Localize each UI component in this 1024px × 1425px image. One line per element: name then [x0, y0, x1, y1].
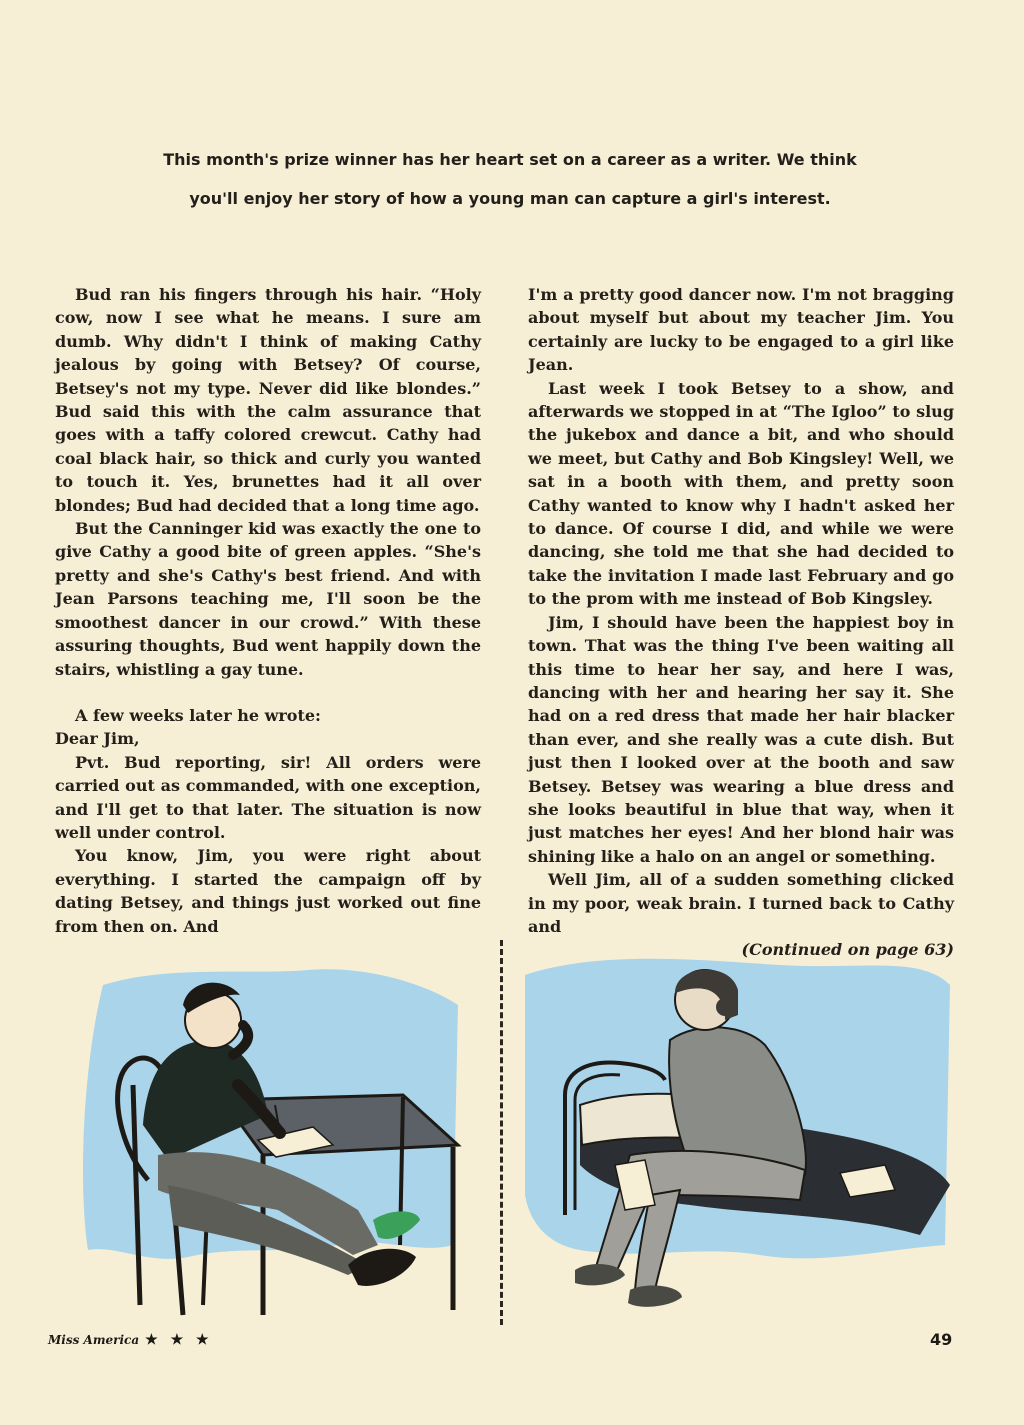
letter-salutation: Dear Jim,	[55, 729, 140, 749]
illustration-soldier-reading	[520, 945, 960, 1325]
paragraph: Pvt. Bud reporting, sir! All orders were carried out as commanded, with one exception, and I'll get to that later. The situation is now well under control.	[55, 752, 481, 842]
paragraph: Jim, I should have been the happiest boy in town. That was the thing I've been waiting all this time to hear her say, and here I was, dancing with her and hearing her say it. She had on a red dress that made her hair blacker than ever, and she really was a cute dish. But just then I looked over at the booth and saw Betsey. Betsey was wearing a blue dress and she looks beautiful in blue that way, when it just matches her eyes! And her blond hair was shining like a halo on an angel or something.	[528, 612, 954, 866]
paragraph: Last week I took Betsey to a show, and afterwards we stopped in at “The Igloo” to slug the jukebox and dance a bit, and who should we meet, but Cathy and Bob Kingsley! Well, we sat in a booth with them, and pretty soon Cathy wanted to know why I hadn't asked her to dance. Of course I did, and while we were dancing, she told me that she had decided to take the invitation I made last February and go to the prom with me instead of Bob Kingsley.	[528, 378, 954, 609]
paragraph: Well Jim, all of a sudden something clicked in my poor, weak brain. I turned back to Cathy and	[528, 870, 954, 936]
magazine-footer	[48, 1332, 213, 1348]
illustration-divider	[500, 940, 503, 1325]
paragraph: But the Canninger kid was exactly the one to give Cathy a good bite of green apples. “She's pretty and she's Cathy's best friend. And with Jean Parsons teaching me, I'll soon be the smoothest dancer in our crowd.” With these assuring thoughts, Bud went happily down the stairs, whistling a gay tune.	[55, 519, 481, 679]
paragraph: I'm a pretty good dancer now. I'm not bragging about myself but about my teacher Jim. You certainly are lucky to be engaged to a girl like Jean.	[528, 285, 954, 375]
paragraph: A few weeks later he wrote:	[75, 705, 321, 725]
article-column-right	[528, 283, 954, 962]
intro-blurb	[150, 140, 870, 218]
article-column-left	[55, 283, 481, 938]
illustration-boy-writing	[48, 945, 468, 1325]
paragraph: Bud ran his fingers through his hair. “Holy cow, now I see what he means. I sure am dumb. Why didn't I think of making Cathy jealous by going with Betsey? Of course, Betsey's not my type. Never did like blondes.” Bud said this with the calm assurance that goes with a taffy colored crewcut. Cathy had coal black hair, so thick and curly you wanted to touch it. Yes, brunettes had it all over blondes; Bud had decided that a long time ago.	[55, 285, 481, 515]
magazine-name: Miss America	[48, 1333, 140, 1347]
intro-line-1: This month's prize winner has her heart set on a career as a writer. We think	[163, 150, 857, 169]
paragraph: You know, Jim, you were right about everything. I started the campaign off by dating Betsey, and things just worked out fine from then on. And	[55, 846, 481, 936]
star-icons: ★ ★ ★	[145, 1332, 213, 1348]
continued-note: (Continued on page 63)	[741, 940, 954, 960]
intro-line-2: you'll enjoy her story of how a young man can capture a girl's interest.	[189, 189, 831, 208]
page-number: 49	[930, 1330, 953, 1349]
